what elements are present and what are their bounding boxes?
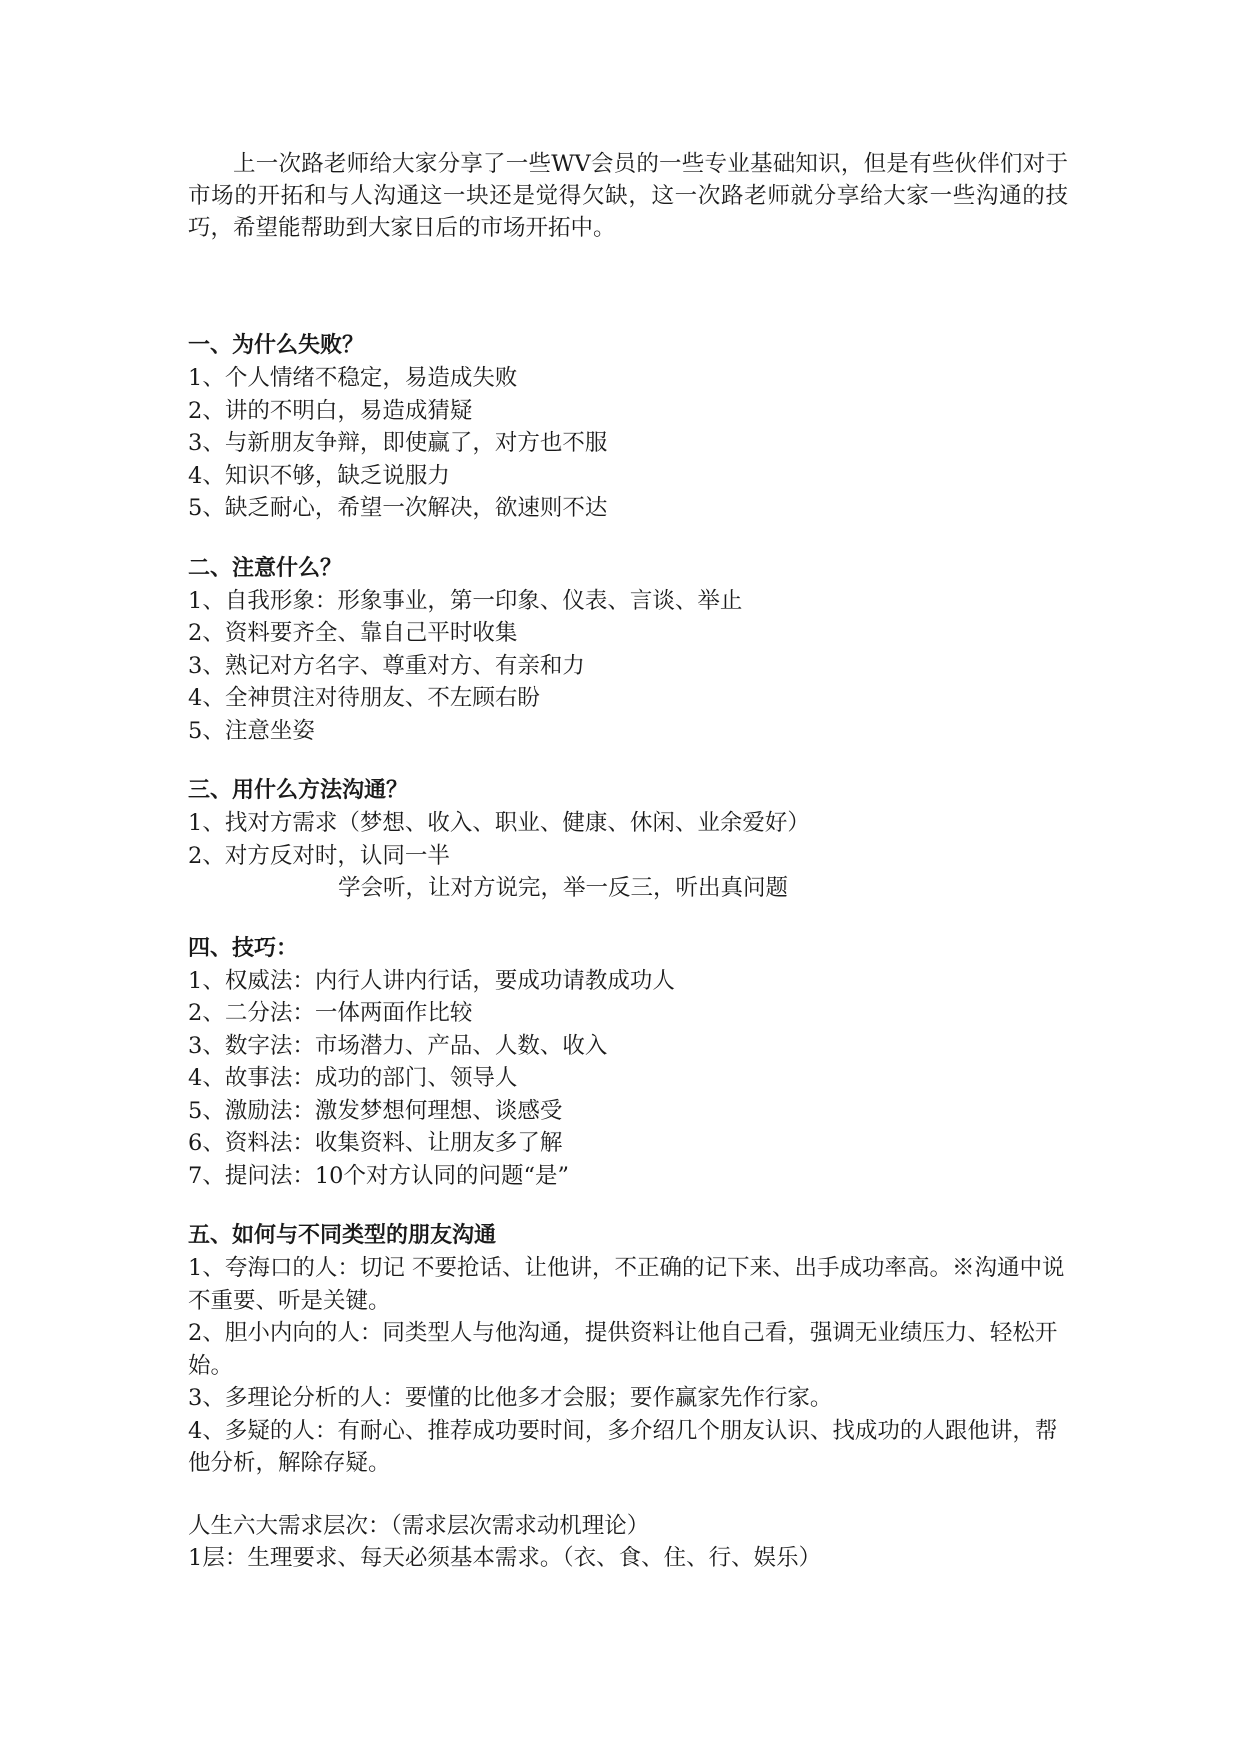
list-item: 1层：生理要求、每天必须基本需求。（衣、食、住、行、娱乐） — [188, 1545, 822, 1571]
list-item: 1、找对方需求（梦想、收入、职业、健康、休闲、业余爱好） — [188, 810, 810, 836]
section-attention — [188, 553, 1068, 748]
section-heading: 三、用什么方法沟通？ — [188, 778, 409, 803]
list-item: 7、提问法：10个对方认同的问题“是” — [188, 1162, 569, 1189]
needs-title: 人生六大需求层次：（需求层次需求动机理论） — [188, 1512, 650, 1539]
list-item: 5、激励法：激发梦想何理想、谈感受 — [188, 1097, 563, 1124]
section-heading: 一、为什么失败？ — [188, 333, 365, 358]
section-methods — [188, 775, 1068, 905]
list-item: 2、讲的不明白，易造成猜疑 — [188, 397, 473, 424]
list-item: 1、个人情绪不稳定，易造成失败 — [188, 365, 518, 391]
list-item: 5、注意坐姿 — [188, 717, 315, 744]
section-heading: 二、注意什么？ — [188, 555, 343, 581]
list-item: 1、自我形象：形象事业，第一印象、仪表、言谈、举止 — [188, 587, 743, 614]
intro-paragraph: 上一次路老师给大家分享了一些WV会员的一些专业基础知识，但是有些伙伴们对于市场的开拓和与人沟通这一块还是觉得欠缺，这一次路老师就分享给大家一些沟通的技巧，希望能帮助到大家日后的市场开拓中。 — [188, 151, 1068, 241]
section-heading: 四、技巧： — [188, 935, 299, 961]
section-why-fail — [188, 330, 1068, 525]
section-heading: 五、如何与不同类型的朋友沟通 — [188, 1223, 497, 1248]
list-item: 2、二分法：一体两面作比较 — [188, 1000, 473, 1026]
section-techniques — [188, 933, 1068, 1193]
list-item: 2、资料要齐全、靠自己平时收集 — [188, 620, 518, 646]
list-item: 3、多理论分析的人：要懂的比他多才会服；要作赢家先作行家。 — [188, 1385, 833, 1411]
list-item: 4、知识不够，缺乏说服力 — [188, 462, 450, 489]
list-item: 6、资料法：收集资料、让朋友多了解 — [188, 1130, 563, 1156]
list-item: 4、多疑的人：有耐心、推荐成功要时间，多介绍几个朋友认识、找成功的人跟他讲，帮他分析，解除存疑。 — [188, 1417, 1058, 1476]
section-needs — [188, 1510, 1068, 1575]
list-item: 1、权威法：内行人讲内行话，要成功请教成功人 — [188, 967, 675, 994]
list-item: 1、夸海口的人：切记 不要抢话、让他讲，不正确的记下来、出手成功率高。※沟通中说不重要、听是关键。 — [188, 1255, 1065, 1314]
document-body — [188, 148, 1068, 1575]
list-item: 2、胆小内向的人：同类型人与他沟通，提供资料让他自己看，强调无业绩压力、轻松开始。 — [188, 1320, 1058, 1379]
list-item: 4、故事法：成功的部门、领导人 — [188, 1065, 518, 1091]
list-item: 2、对方反对时，认同一半 — [188, 842, 450, 869]
list-item: 4、全神贯注对待朋友、不左顾右盼 — [188, 685, 540, 711]
list-subitem: 学会听，让对方说完，举一反三，听出真问题 — [338, 875, 789, 901]
list-item: 3、数字法：市场潜力、产品、人数、收入 — [188, 1032, 608, 1059]
list-item: 3、熟记对方名字、尊重对方、有亲和力 — [188, 652, 585, 679]
section-friend-types — [188, 1220, 1068, 1480]
list-item: 5、缺乏耐心，希望一次解决，欲速则不达 — [188, 495, 608, 521]
list-item: 3、与新朋友争辩，即使赢了，对方也不服 — [188, 430, 608, 456]
